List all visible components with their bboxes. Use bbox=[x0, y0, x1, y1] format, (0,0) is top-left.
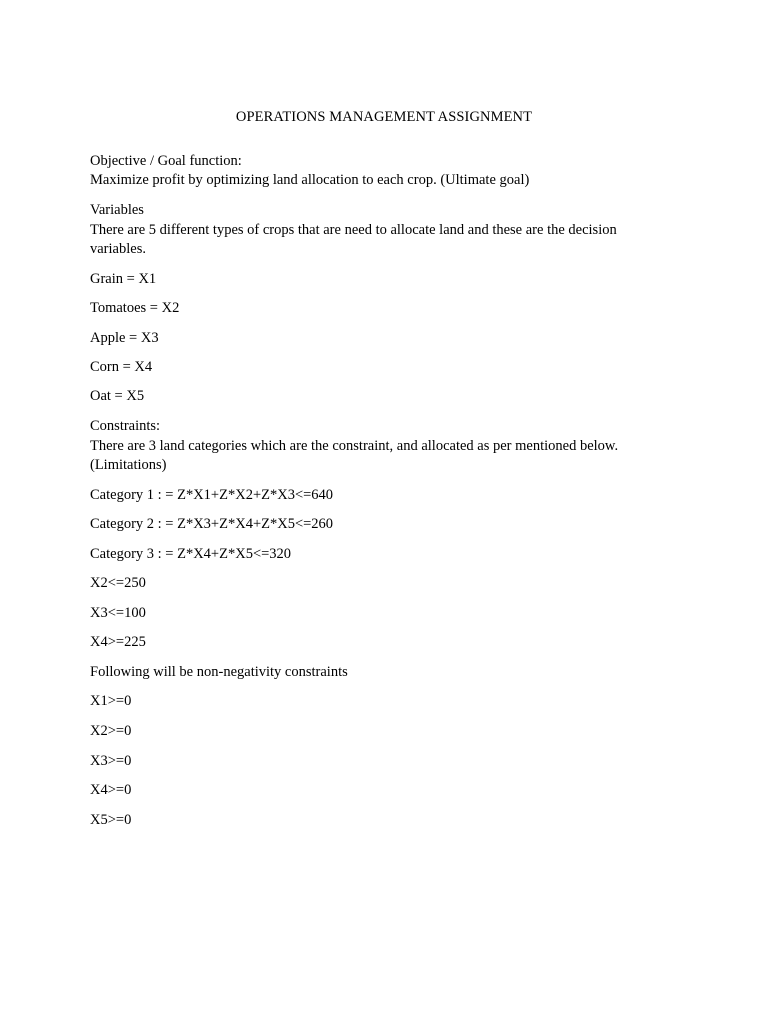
constraint-category-1: Category 1 : = Z*X1+Z*X2+Z*X3<=640 bbox=[90, 487, 334, 503]
non-negativity-x3: X3>=0 bbox=[90, 753, 132, 769]
non-negativity-x5: X5>=0 bbox=[90, 812, 132, 828]
constraint-category-3: Category 3 : = Z*X4+Z*X5<=320 bbox=[90, 546, 292, 562]
constraint-x4: X4>=225 bbox=[90, 634, 146, 650]
variables-text-line-1: There are 5 different types of crops that are need to allocate land and these are the decision bbox=[90, 222, 617, 238]
constraint-x2: X2<=250 bbox=[90, 575, 146, 591]
objective-heading: Objective / Goal function: bbox=[90, 153, 242, 169]
objective-text: Maximize profit by optimizing land allocation to each crop. (Ultimate goal) bbox=[90, 172, 530, 188]
variables-text-line-2: variables. bbox=[90, 241, 146, 257]
non-negativity-heading: Following will be non-negativity constraints bbox=[90, 664, 348, 680]
variable-item-apple: Apple = X3 bbox=[90, 330, 159, 346]
variable-item-oat: Oat = X5 bbox=[90, 388, 145, 404]
constraints-heading: Constraints: bbox=[90, 418, 161, 434]
document-title: OPERATIONS MANAGEMENT ASSIGNMENT bbox=[235, 109, 533, 125]
constraints-text-line-1: There are 3 land categories which are the constraint, and allocated as per mentioned below. bbox=[90, 438, 619, 454]
variable-item-corn: Corn = X4 bbox=[90, 359, 153, 375]
variable-item-tomatoes: Tomatoes = X2 bbox=[90, 300, 180, 316]
constraint-x3: X3<=100 bbox=[90, 605, 146, 621]
constraint-category-2: Category 2 : = Z*X3+Z*X4+Z*X5<=260 bbox=[90, 516, 334, 532]
non-negativity-x4: X4>=0 bbox=[90, 782, 132, 798]
non-negativity-x2: X2>=0 bbox=[90, 723, 132, 739]
variables-heading: Variables bbox=[90, 202, 144, 218]
non-negativity-x1: X1>=0 bbox=[90, 693, 132, 709]
constraints-text-line-2: (Limitations) bbox=[90, 457, 167, 473]
variable-item-grain: Grain = X1 bbox=[90, 271, 157, 287]
